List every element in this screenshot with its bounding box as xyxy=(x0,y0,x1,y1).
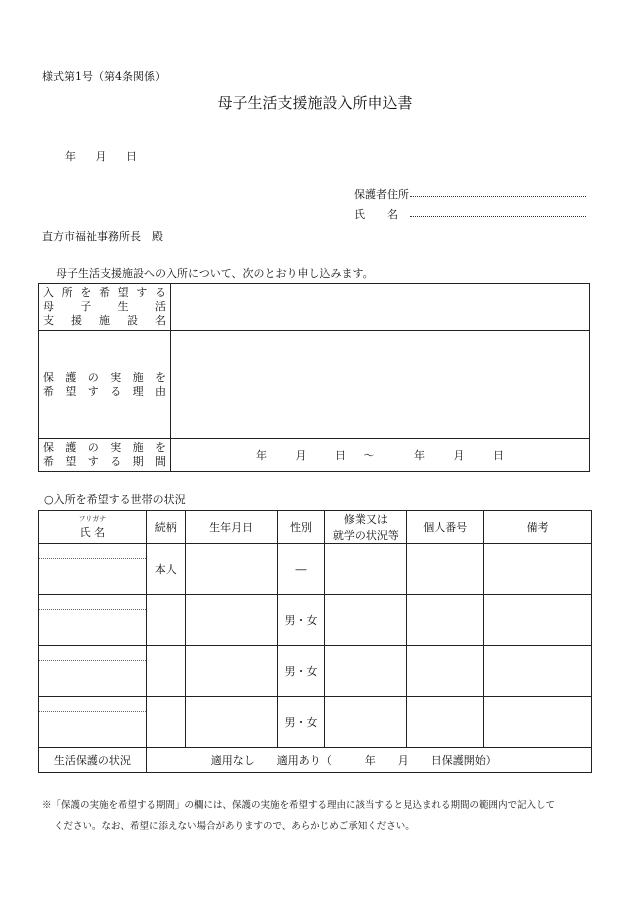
remarks-input[interactable] xyxy=(484,697,592,748)
member-name-input[interactable] xyxy=(39,646,147,697)
relation-cell: 本人 xyxy=(146,544,185,595)
period-label: 保 護 の 実 施 を 希 望 す る 期 間 xyxy=(39,439,171,472)
footnote-line-1: ※「保護の実施を希望する期間」の欄には、保護の実施を希望する理由に該当すると見込まれる期間の範囲内で記入して xyxy=(42,800,556,811)
header-relation: 続柄 xyxy=(146,511,185,544)
form-number: 様式第1号（第4条関係） xyxy=(42,70,166,83)
footnote xyxy=(42,795,602,837)
header-remarks: 備考 xyxy=(484,511,592,544)
birthdate-input[interactable] xyxy=(185,697,277,748)
guardian-name-field[interactable] xyxy=(354,206,409,222)
sex-select[interactable]: 男・女 xyxy=(277,646,325,697)
header-furigana: フリガナ xyxy=(78,514,107,523)
header-id-number: 個人番号 xyxy=(407,511,484,544)
table-row xyxy=(39,544,592,595)
header-name: フリガナ 氏 名 xyxy=(39,511,147,544)
intro-text: 母子生活支援施設への入所について、次のとおり申し込みます。 xyxy=(56,267,374,280)
table-row xyxy=(39,595,592,646)
guardian-address-line xyxy=(410,196,586,197)
birthdate-input[interactable] xyxy=(185,595,277,646)
occupation-input[interactable] xyxy=(325,697,407,748)
header-sex: 性別 xyxy=(277,511,325,544)
reason-label: 保 護 の 実 施 を 希 望 す る 理 由 xyxy=(39,331,171,439)
furigana-line xyxy=(39,697,146,712)
remarks-input[interactable] xyxy=(484,544,592,595)
guardian-name-line xyxy=(410,216,586,217)
welfare-status-options[interactable]: 適用なし 適用あり（ 年 月 日保護開始） xyxy=(146,748,591,773)
id-number-input[interactable] xyxy=(407,595,484,646)
member-name-input[interactable] xyxy=(39,595,147,646)
footnote-line-2: ください。なお、希望に添えない場合がありますので、あらかじめご承知ください。 xyxy=(54,821,415,832)
guardian-address-label: 保護者住所 xyxy=(354,188,409,201)
application-date: 年 月 日 xyxy=(65,150,137,163)
application-table xyxy=(38,283,590,472)
sex-cell: ― xyxy=(277,544,325,595)
header-birthdate: 生年月日 xyxy=(185,511,277,544)
remarks-input[interactable] xyxy=(484,595,592,646)
sex-select[interactable]: 男・女 xyxy=(277,697,325,748)
remarks-input[interactable] xyxy=(484,646,592,697)
id-number-input[interactable] xyxy=(407,646,484,697)
relation-input[interactable] xyxy=(146,646,185,697)
id-number-input[interactable] xyxy=(407,544,484,595)
guardian-name-label: 氏 名 xyxy=(354,208,398,221)
addressee: 直方市福祉事務所長 殿 xyxy=(42,230,163,243)
furigana-line xyxy=(39,646,146,661)
relation-input[interactable] xyxy=(146,595,185,646)
birthdate-input[interactable] xyxy=(185,544,277,595)
birthdate-input[interactable] xyxy=(185,646,277,697)
member-name-input[interactable] xyxy=(39,544,147,595)
member-name-input[interactable] xyxy=(39,697,147,748)
furigana-line xyxy=(39,595,146,610)
guardian-address-field[interactable] xyxy=(354,186,409,202)
furigana-line xyxy=(39,544,146,559)
welfare-status-label: 生活保護の状況 xyxy=(39,748,147,773)
table-row xyxy=(39,697,592,748)
occupation-input[interactable] xyxy=(325,544,407,595)
facility-name-input[interactable] xyxy=(171,284,590,331)
relation-input[interactable] xyxy=(146,697,185,748)
header-occupation: 修業又は 就学の状況等 xyxy=(325,511,407,544)
household-table xyxy=(38,510,592,773)
table-row xyxy=(39,646,592,697)
occupation-input[interactable] xyxy=(325,595,407,646)
page-title: 母子生活支援施設入所申込書 xyxy=(217,94,413,112)
household-heading: ○入所を希望する世帯の状況 xyxy=(44,493,186,506)
occupation-input[interactable] xyxy=(325,646,407,697)
id-number-input[interactable] xyxy=(407,697,484,748)
sex-select[interactable]: 男・女 xyxy=(277,595,325,646)
facility-name-label: 入所を希望する 母 子 生 活 支 援 施 設 名 xyxy=(39,284,171,331)
period-input[interactable]: 年 月 日 ～ 年 月 日 xyxy=(171,439,590,472)
reason-input[interactable] xyxy=(171,331,590,439)
